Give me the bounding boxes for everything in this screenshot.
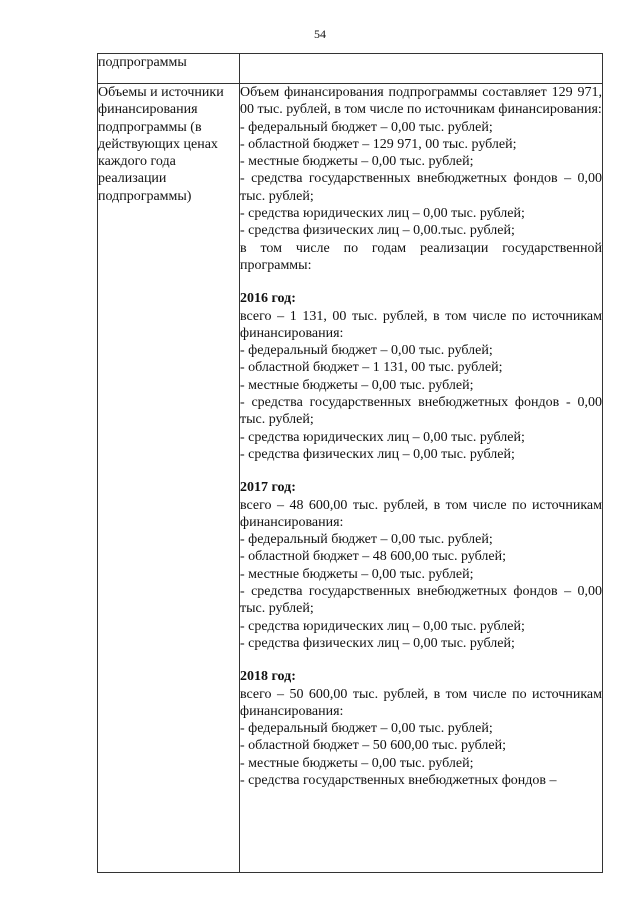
year-total: всего – 1 131, 00 тыс. рублей, в том числе по источникам финансирования: bbox=[240, 308, 602, 341]
year-item: - средства государственных внебюджетных фондов - 0,00 тыс. рублей; bbox=[240, 395, 602, 428]
year-title: 2018 год: bbox=[240, 669, 296, 685]
year-item: - средства государственных внебюджетных фондов – bbox=[240, 772, 557, 788]
year-title: 2017 год: bbox=[240, 480, 296, 496]
year-title: 2016 год: bbox=[240, 291, 296, 307]
source-line: - средства государственных внебюджетных фондов – 0,00 тыс. рублей; bbox=[240, 171, 602, 204]
year-item: - средства юридических лиц – 0,00 тыс. рублей; bbox=[240, 618, 525, 634]
year-item: - федеральный бюджет – 0,00 тыс. рублей; bbox=[240, 721, 493, 737]
years-intro: в том числе по годам реализации государственной программы: bbox=[240, 240, 602, 273]
year-item: - средства юридических лиц – 0,00 тыс. рублей; bbox=[240, 429, 525, 445]
program-passport-table bbox=[97, 53, 603, 873]
sources-list bbox=[240, 119, 602, 240]
year-item: - местные бюджеты – 0,00 тыс. рублей; bbox=[240, 377, 474, 393]
table-row-header bbox=[98, 54, 603, 84]
financing-intro: Объем финансирования подпрограммы составляет 129 971, 00 тыс. рублей, в том числе по источникам финансирования: bbox=[240, 85, 602, 118]
header-cell-left: подпрограммы bbox=[98, 54, 240, 84]
source-line: - средства юридических лиц – 0,00 тыс. рублей; bbox=[240, 206, 525, 222]
header-cell-right bbox=[240, 54, 603, 84]
year-block-2017 bbox=[240, 479, 602, 652]
year-total: всего – 48 600,00 тыс. рублей, в том числе по источникам финансирования: bbox=[240, 497, 602, 530]
year-block-2016 bbox=[240, 290, 602, 463]
year-item: - местные бюджеты – 0,00 тыс. рублей; bbox=[240, 566, 474, 582]
source-line: - федеральный бюджет – 0,00 тыс. рублей; bbox=[240, 119, 493, 135]
source-line: - средства физических лиц – 0,00.тыс. рублей; bbox=[240, 223, 515, 239]
year-item: - федеральный бюджет – 0,00 тыс. рублей; bbox=[240, 343, 493, 359]
page-number: 54 bbox=[314, 27, 326, 41]
year-item: - средства физических лиц – 0,00 тыс. рублей; bbox=[240, 635, 515, 651]
table-row-financing bbox=[98, 84, 603, 873]
row-label-cell bbox=[98, 84, 240, 873]
financing-cell bbox=[240, 84, 603, 873]
year-item: - средства физических лиц – 0,00 тыс. рублей; bbox=[240, 446, 515, 462]
year-item: - областной бюджет – 50 600,00 тыс. рублей; bbox=[240, 738, 506, 754]
year-block-2018 bbox=[240, 668, 602, 789]
year-item: - областной бюджет – 1 131, 00 тыс. рублей; bbox=[240, 360, 503, 376]
year-item: - федеральный бюджет – 0,00 тыс. рублей; bbox=[240, 532, 493, 548]
year-item: - областной бюджет – 48 600,00 тыс. рублей; bbox=[240, 549, 506, 565]
year-total: всего – 50 600,00 тыс. рублей, в том числе по источникам финансирования: bbox=[240, 686, 602, 719]
source-line: - областной бюджет – 129 971, 00 тыс. рублей; bbox=[240, 136, 517, 152]
source-line: - местные бюджеты – 0,00 тыс. рублей; bbox=[240, 154, 474, 170]
year-item: - местные бюджеты – 0,00 тыс. рублей; bbox=[240, 755, 474, 771]
row-label: Объемы и источники финансирования подпрограммы (в действующих ценах каждого года реализации подпрограммы) bbox=[98, 85, 224, 204]
year-item: - средства государственных внебюджетных фондов – 0,00 тыс. рублей; bbox=[240, 584, 602, 617]
